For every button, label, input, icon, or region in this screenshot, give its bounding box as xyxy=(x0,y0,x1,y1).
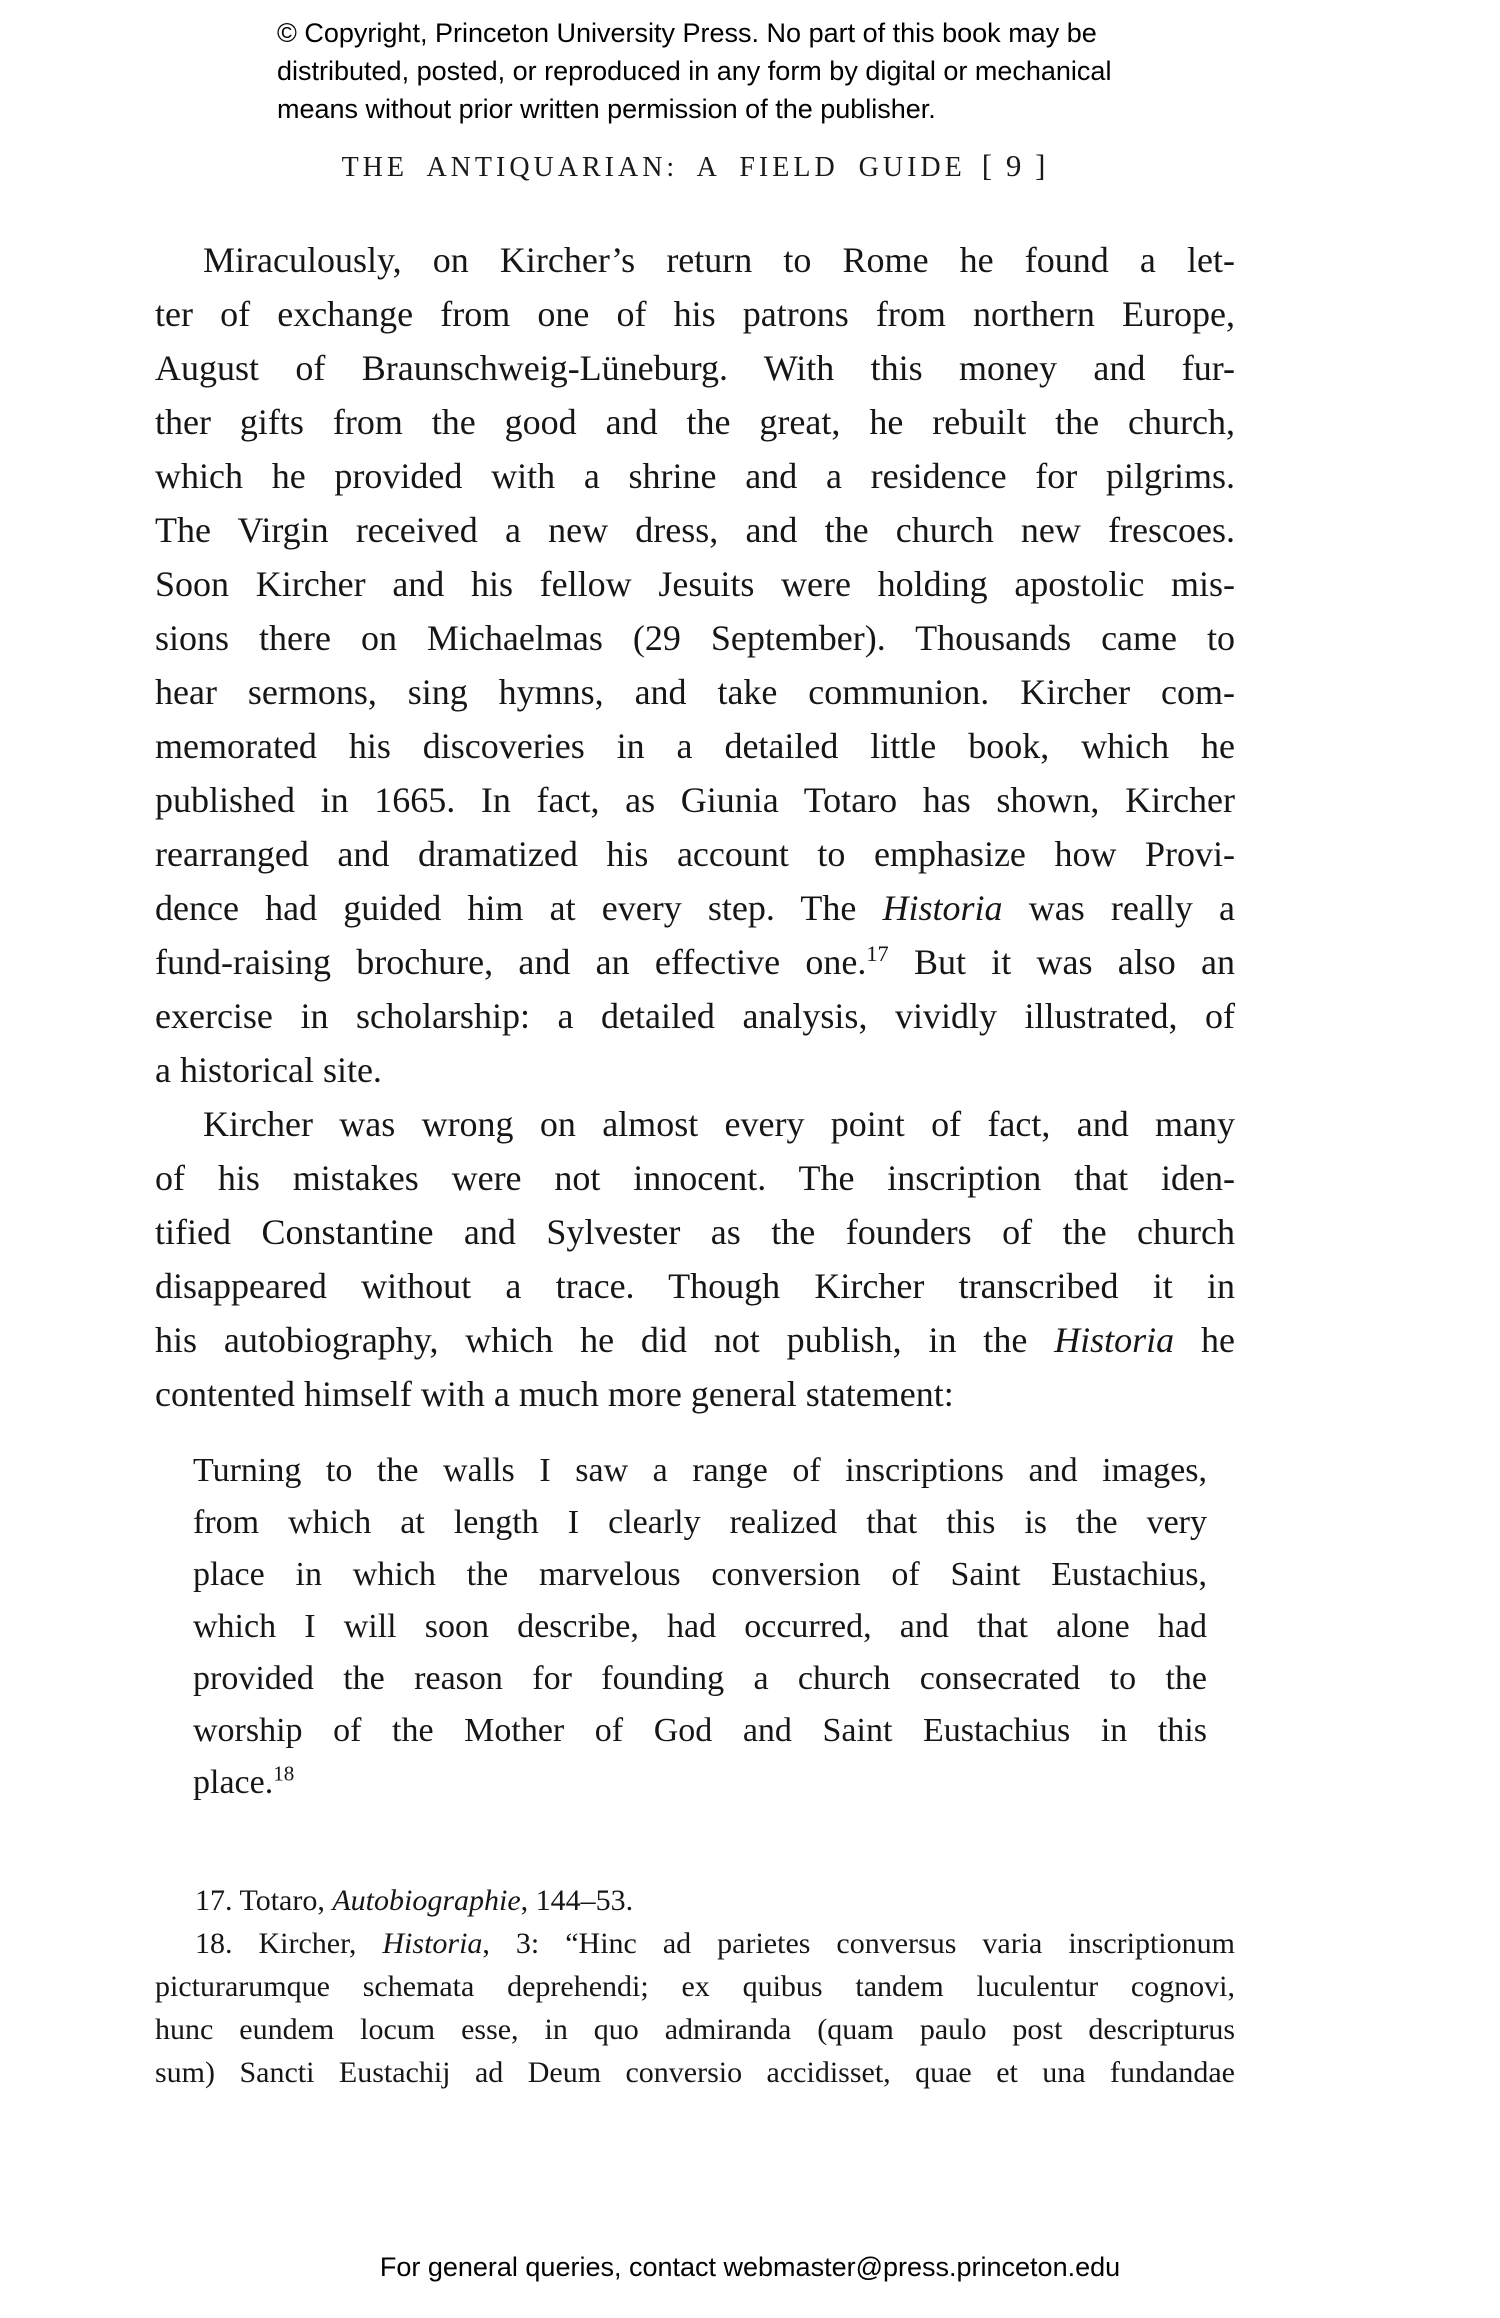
copyright-notice xyxy=(277,14,1111,128)
text-line: disappeared without a trace. Though Kircher transcribed it in xyxy=(155,1266,1235,1306)
text-line: ter of exchange from one of his patrons from northern Europe, xyxy=(155,294,1235,334)
footnotes xyxy=(155,1879,1235,2094)
blockquote xyxy=(193,1445,1207,1809)
text-line: rearranged and dramatized his account to emphasize how Provi- xyxy=(155,834,1235,874)
footnote xyxy=(155,1922,1235,2094)
text-line: 17. Totaro, Autobiographie, 144–53. xyxy=(195,1884,634,1917)
text-line: place.$^{18}$ xyxy=(193,1761,295,1801)
footer-text: For general queries, contact webmaster@press.princeton.edu xyxy=(379,2252,1121,2282)
text-line: exercise in scholarship: a detailed analysis, vividly illustrated, of xyxy=(155,996,1235,1036)
copyright-line: © Copyright, Princeton University Press. No part of this book may be xyxy=(277,18,1097,48)
text-line: Kircher was wrong on almost every point of fact, and many xyxy=(203,1104,1235,1144)
footnote xyxy=(155,1879,1235,1922)
running-head-title: THE ANTIQUARIAN: A FIELD GUIDE xyxy=(341,152,966,183)
body-text xyxy=(155,233,1235,1809)
text-line: tified Constantine and Sylvester as the founders of the church xyxy=(155,1212,1235,1252)
text-line: published in 1665. In fact, as Giunia Totaro has shown, Kircher xyxy=(155,780,1235,820)
text-line: of his mistakes were not innocent. The inscription that iden- xyxy=(155,1158,1235,1198)
text-line: 18. Kircher, Historia, 3: “Hinc ad parietes conversus varia inscriptionum xyxy=(195,1927,1235,1960)
text-line: sions there on Michaelmas (29 September). Thousands came to xyxy=(155,618,1235,658)
text-line: hunc eundem locum esse, in quo admiranda (quam paulo post descripturus xyxy=(155,2013,1235,2046)
text-line: Miraculously, on Kircher’s return to Rome he found a let- xyxy=(203,240,1235,280)
text-line: Soon Kircher and his fellow Jesuits were holding apostolic mis- xyxy=(155,564,1235,604)
text-line: place in which the marvelous conversion of Saint Eustachius, xyxy=(193,1556,1207,1593)
text-line: sum) Sancti Eustachij ad Deum conversio accidisset, quae et una fundandae xyxy=(155,2056,1235,2089)
text-line: which I will soon describe, had occurred, and that alone had xyxy=(193,1608,1207,1645)
text-line: worship of the Mother of God and Saint Eustachius in this xyxy=(193,1712,1207,1749)
text-line: The Virgin received a new dress, and the church new frescoes. xyxy=(155,510,1235,550)
text-line: contented himself with a much more general statement: xyxy=(155,1374,954,1414)
text-line: memorated his discoveries in a detailed little book, which he xyxy=(155,726,1235,766)
paragraph xyxy=(155,1097,1235,1421)
page-body xyxy=(155,233,1235,2094)
text-line: a historical site. xyxy=(155,1050,382,1090)
text-line: from which at length I clearly realized that this is the very xyxy=(193,1504,1207,1541)
text-line: hear sermons, sing hymns, and take communion. Kircher com- xyxy=(155,672,1235,712)
text-line: provided the reason for founding a church consecrated to the xyxy=(193,1660,1207,1697)
text-line: picturarumque schemata deprehendi; ex quibus tandem luculentur cognovi, xyxy=(155,1970,1235,2003)
page-number: [ 9 ] xyxy=(981,148,1049,183)
text-line: fund-raising brochure, and an effective one.$^{17}$ But it was also an xyxy=(155,941,1235,982)
paragraph xyxy=(155,233,1235,1097)
text-line: dence had guided him at every step. The Historia was really a xyxy=(155,888,1235,928)
text-line: Turning to the walls I saw a range of inscriptions and images, xyxy=(193,1452,1207,1489)
text-line: which he provided with a shrine and a residence for pilgrims. xyxy=(155,456,1235,496)
text-line: ther gifts from the good and the great, he rebuilt the church, xyxy=(155,402,1235,442)
running-head xyxy=(155,148,1235,184)
text-line: his autobiography, which he did not publish, in the Historia he xyxy=(155,1320,1235,1360)
copyright-line: means without prior written permission of the publisher. xyxy=(277,94,936,124)
text-line: August of Braunschweig-Lüneburg. With this money and fur- xyxy=(155,348,1235,388)
copyright-line: distributed, posted, or reproduced in any form by digital or mechanical xyxy=(277,56,1112,86)
